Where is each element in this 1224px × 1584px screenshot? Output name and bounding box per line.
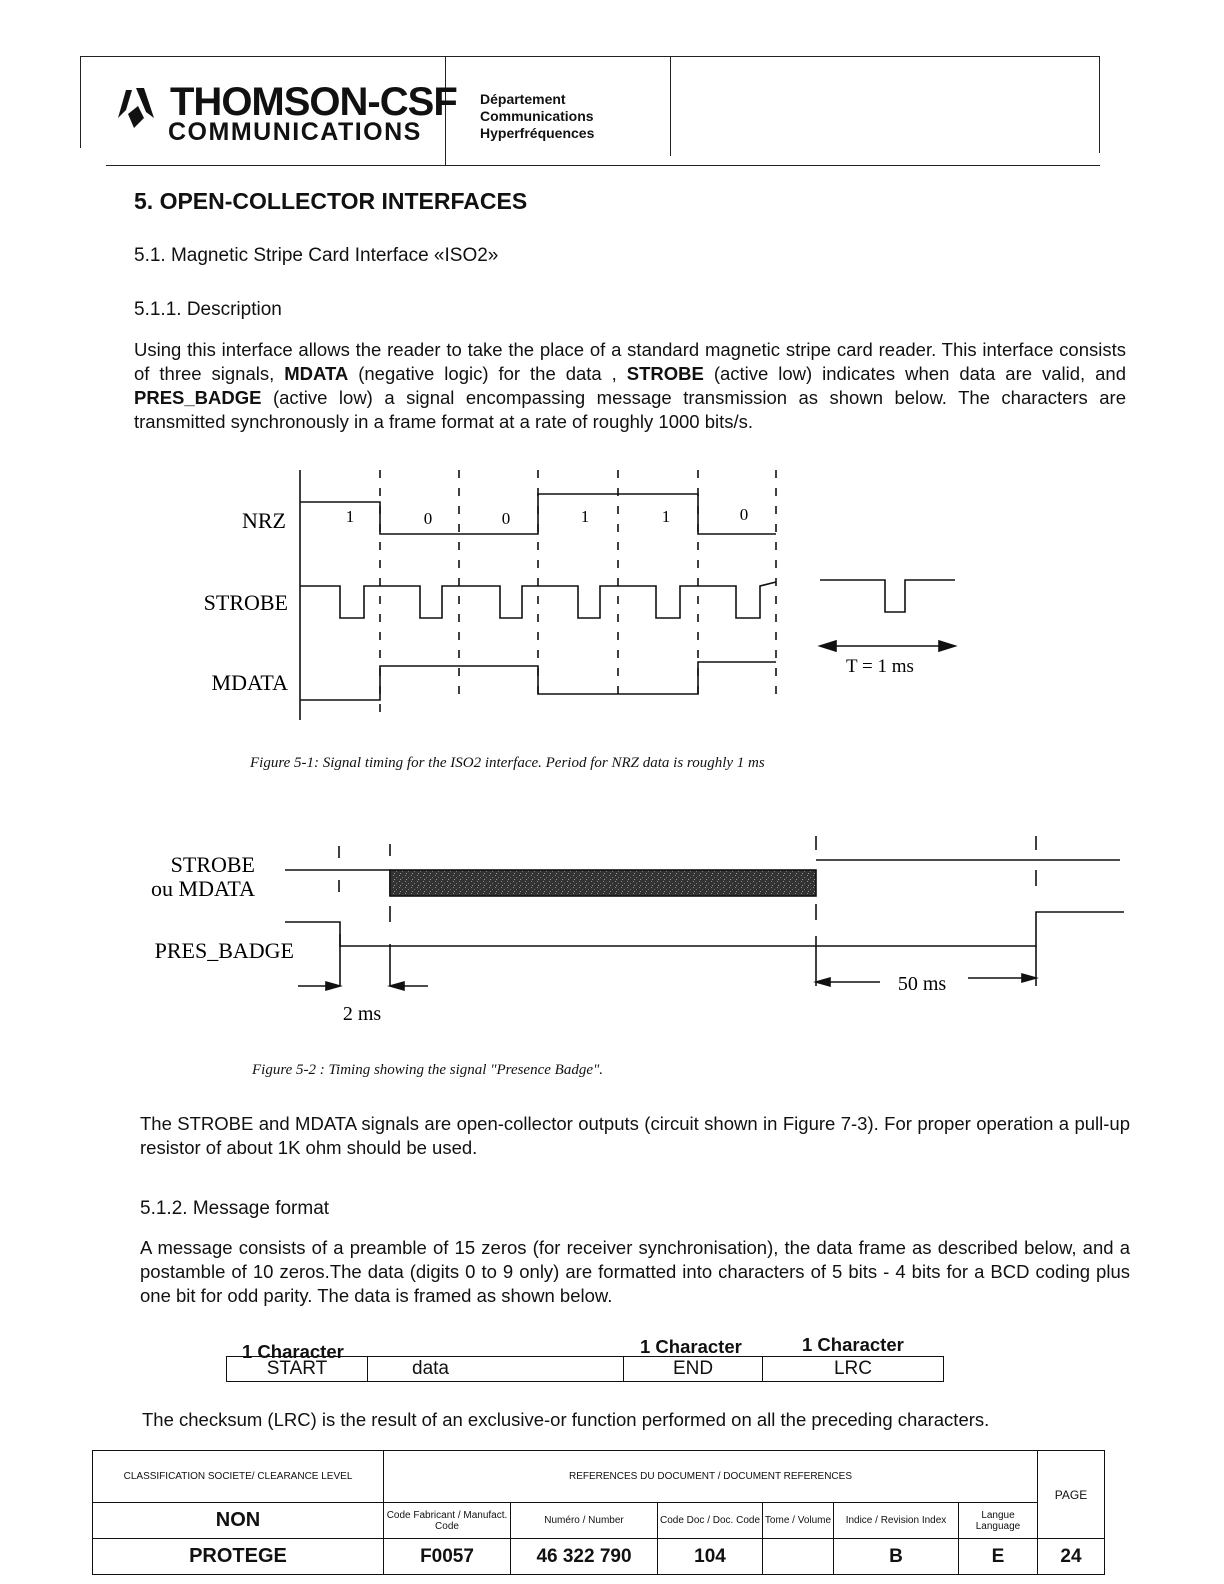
- mdata-waveform: [300, 662, 776, 700]
- signal-label-pres-badge: PRES_BADGE: [154, 938, 294, 963]
- ref-value: B: [834, 1539, 959, 1575]
- frame-header: 1 Character: [640, 1336, 742, 1357]
- signal-name: PRES_BADGE: [134, 387, 262, 408]
- ref-value: 46 322 790: [511, 1539, 658, 1575]
- frame-cell-start: START: [227, 1357, 368, 1382]
- bit-value: 1: [661, 507, 671, 526]
- bit-value: 0: [501, 509, 511, 528]
- frame-cell-data: data: [368, 1357, 624, 1382]
- open-collector-paragraph: The STROBE and MDATA signals are open-collector outputs (circuit shown in Figure 7-3). For proper operation a pull-up resistor of about 1K ohm should be used.: [140, 1113, 1130, 1158]
- header-rule-top: [80, 56, 1100, 57]
- period-pulse: [820, 580, 955, 612]
- frame-header: 1 Character: [802, 1334, 904, 1355]
- ref-label: Tome / Volume: [763, 1503, 834, 1539]
- references-title: REFERENCES DU DOCUMENT / DOCUMENT REFERENCES: [384, 1451, 1038, 1503]
- signal-label-strobe: STROBE: [170, 852, 255, 877]
- nrz-waveform: [300, 494, 776, 534]
- brand-subtitle: COMMUNICATIONS: [168, 118, 422, 146]
- figure-caption: Figure 5-1: Signal timing for the ISO2 interface. Period for NRZ data is roughly 1 ms: [250, 755, 765, 771]
- signal-label-mdata: ou MDATA: [151, 876, 255, 901]
- ref-value: F0057: [384, 1539, 511, 1575]
- message-format-paragraph: A message consists of a preamble of 15 zeros (for receiver synchronisation), the data frame as described below, and a postamble of 10 zeros.The data (digits 0 to 9 only) are formatted into characters of 5 bits - 4 bits for a BCD coding plus one bit for odd parity. The data is framed as shown below.: [140, 1237, 1130, 1306]
- header-divider: [670, 56, 671, 156]
- description-paragraph: Using this interface allows the reader to take the place of a standard magnetic stripe card reader. This interface consists of three signals, MDATA (negative logic) for the data , STROBE (active low) indicates when data are valid, and PRES_BADGE (active low) a signal encompassing message transmission as shown below. The characters are transmitted synchronously in a frame format at a rate of roughly 1000 bits/s.: [134, 339, 1126, 432]
- signal-label-nrz: NRZ: [242, 508, 286, 533]
- dimension-50ms: 50 ms: [897, 973, 947, 995]
- ref-value: 104: [658, 1539, 763, 1575]
- ref-label: Langue Language: [959, 1503, 1038, 1539]
- bit-value: 1: [580, 507, 590, 526]
- header-edge: [80, 56, 81, 148]
- bit-value: 0: [423, 509, 433, 528]
- frame-cell-end: END: [624, 1357, 763, 1382]
- ref-label: Numéro / Number: [511, 1503, 658, 1539]
- figure-5-2-timing-diagram: [140, 826, 1140, 1036]
- section-title: 5. OPEN-COLLECTOR INTERFACES: [134, 188, 528, 214]
- classification-label: CLASSIFICATION SOCIETE/ CLEARANCE LEVEL: [93, 1451, 384, 1503]
- signal-name: MDATA: [284, 363, 349, 384]
- ref-label: Code Doc / Doc. Code: [658, 1503, 763, 1539]
- header-rule-bottom: [106, 165, 1100, 166]
- data-burst: [390, 870, 816, 896]
- ref-label: Code Fabricant / Manufact. Code: [384, 1503, 511, 1539]
- frame-format-table: [226, 1356, 944, 1382]
- checksum-paragraph: The checksum (LRC) is the result of an exclusive-or function performed on all the preceding characters.: [142, 1409, 990, 1430]
- subsection-title: 5.1.1. Description: [134, 299, 282, 320]
- classification-value: PROTEGE: [93, 1539, 384, 1575]
- thomson-logo-icon: [114, 84, 158, 132]
- frame-header: 1 Character: [242, 1341, 344, 1362]
- ref-value: E: [959, 1539, 1038, 1575]
- document-footer-table: [92, 1450, 1105, 1575]
- page-label: PAGE: [1038, 1451, 1105, 1539]
- dimension-2ms: 2 ms: [342, 1003, 382, 1025]
- ref-value: [763, 1539, 834, 1575]
- arrow-head: [820, 641, 836, 651]
- frame-cell-lrc: LRC: [763, 1357, 944, 1382]
- subsection-title: 5.1.2. Message format: [140, 1198, 330, 1219]
- arrow-head: [939, 641, 955, 651]
- bit-value: 0: [739, 505, 749, 524]
- signal-label-mdata: MDATA: [211, 670, 288, 695]
- header-edge: [1099, 56, 1100, 153]
- signal-label-strobe: STROBE: [203, 590, 288, 615]
- page-number: 24: [1038, 1539, 1105, 1575]
- signal-name: STROBE: [626, 363, 704, 384]
- ref-label: Indice / Revision Index: [834, 1503, 959, 1539]
- bit-value: 1: [345, 507, 355, 526]
- department-line: Communications: [480, 108, 594, 124]
- subsection-title: 5.1. Magnetic Stripe Card Interface «ISO2»: [134, 245, 499, 266]
- strobe-line: [285, 870, 390, 896]
- brand-name: THOMSON-CSF: [170, 80, 457, 124]
- period-label: T = 1 ms: [846, 656, 914, 677]
- pres-badge-waveform: [285, 912, 1124, 946]
- department-line: Hyperfréquences: [480, 125, 595, 141]
- department-line: Département: [480, 91, 566, 107]
- figure-5-1-timing-diagram: [180, 462, 980, 724]
- figure-caption: Figure 5-2 : Timing showing the signal "Presence Badge".: [252, 1062, 604, 1078]
- classification-value: NON: [93, 1503, 384, 1539]
